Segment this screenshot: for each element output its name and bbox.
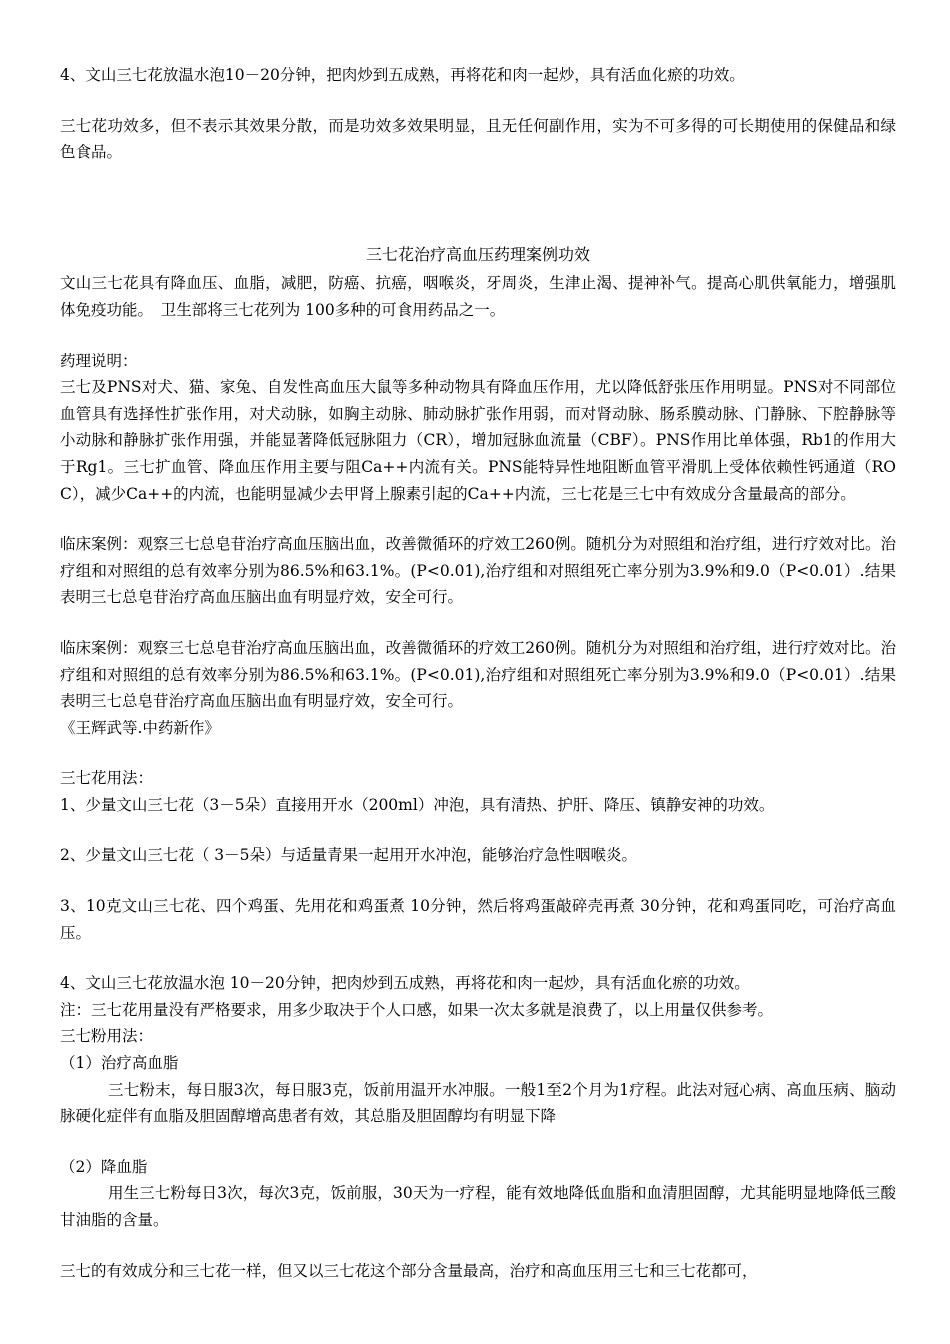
flower-usage-item-4: 4、文山三七花放温水泡 10－20分钟，把肉炒到五成熟，再将花和肉一起炒，具有活血化瘀的功效。 [60, 974, 750, 993]
pharmacology-heading: 药理说明： [60, 351, 138, 370]
flower-usage-item-3: 3、10克文山三七花、四个鸡蛋、先用花和鸡蛋煮 10分钟，然后将鸡蛋敲碎壳再煮 30分钟，花和鸡蛋同吃，可治疗高血压。 [60, 897, 896, 942]
powder-usage-sub2-title: （2）降血脂 [60, 1157, 148, 1176]
section-intro: 文山三七花具有降血压、血脂，减肥，防癌、抗癌，咽喉炎，牙周炎，生津止渴、提神补气。提高心肌供氧能力，增强肌体免疫功能。 卫生部将三七花列为 100多种的可食用药品之一。 [60, 274, 896, 319]
powder-usage-sub1-body: 三七粉末，每日服3次，每日服3克，饭前用温开水冲服。一般1至2个月为1疗程。此法对冠心病、高血压病、脑动脉硬化症伴有血脂及胆固醇增高患者有效，其总脂及胆固醇均有明显下降 [60, 1080, 896, 1126]
document-page [60, 62, 896, 1284]
flower-usage-note: 注：三七花用量没有严格要求，用多少取决于个人口感，如果一次太多就是浪费了，以上用量仅供参考。 [60, 1000, 774, 1019]
powder-usage-closing: 三七的有效成分和三七花一样，但又以三七花这个部分含量最高，治疗和高血压用三七和三七花都可， [60, 1261, 758, 1280]
intro-item-4: 4、文山三七花放温水泡10－20分钟，把肉炒到五成熟，再将花和肉一起炒，具有活血化瘀的功效。 [60, 66, 745, 84]
clinical-case-source: 《王辉武等.中药新作》 [60, 718, 220, 737]
intro-summary: 三七花功效多，但不表示其效果分散，而是功效多效果明显，且无任何副作用，实为不可多得的可长期使用的保健品和绿色食品。 [60, 116, 896, 162]
flower-usage-heading: 三七花用法： [60, 769, 154, 788]
section-title: 三七花治疗高血压药理案例功效 [365, 244, 590, 264]
flower-usage-item-1: 1、少量文山三七花（3－5朵）直接用开水（200ml）冲泡，具有清热、护肝、降压、镇静安神的功效。 [60, 795, 775, 814]
clinical-case-2: 临床案例：观察三七总皂苷治疗高血压脑出血，改善微循环的疗效工260例。随机分为对照组和治疗组，进行疗效对比。治疗组和对照组的总有效率分别为86.5%和63.1%。(P<0.01),治疗组和对照组死亡率分别为3.9%和9.0（P<0.01）.结果表明三七总皂苷治疗高血压脑出血有明显疗效，安全可行。 [60, 638, 896, 711]
flower-usage-item-2: 2、少量文山三七花（ 3－5朵）与适量青果一起用开水冲泡，能够治疗急性咽喉炎。 [60, 846, 638, 865]
powder-usage-sub2-body: 用生三七粉每日3次，每次3克，饭前服，30天为一疗程，能有效地降低血脂和血清胆固醇，尤其能明显地降低三酸甘油脂的含量。 [60, 1184, 896, 1229]
powder-usage-sub1-title: （1）治疗高血脂 [60, 1054, 179, 1073]
pharmacology-body: 三七及PNS对犬、猫、家兔、自发性高血压大鼠等多种动物具有降血压作用，尤以降低舒张压作用明显。PNS对不同部位血管具有选择性扩张作用，对犬动脉，如胸主动脉、肺动脉扩张作用弱，而对肾动脉、肠系膜动脉、门静脉、下腔静脉等小动脉和静脉扩张作用强，并能显著降低冠脉阻力（CR），增加冠脉血流量（CBF）。PNS作用比单体强，Rb1的作用大于Rg1。三七扩血管、降血压作用主要与阻Ca++内流有关。PNS能特异性地阻断血管平滑肌上受体依赖性钙通道（ROC），减少Ca++的内流，也能明显减少去甲肾上腺素引起的Ca++内流，三七花是三七中有效成分含量最高的部分。 [60, 378, 896, 503]
clinical-case-1: 临床案例：观察三七总皂苷治疗高血压脑出血，改善微循环的疗效工260例。随机分为对照组和治疗组，进行疗效对比。治疗组和对照组的总有效率分别为86.5%和63.1%。(P<0.01),治疗组和对照组死亡率分别为3.9%和9.0（P<0.01）.结果表明三七总皂苷治疗高血压脑出血有明显疗效，安全可行。 [60, 535, 896, 607]
powder-usage-heading: 三七粉用法： [60, 1027, 154, 1046]
